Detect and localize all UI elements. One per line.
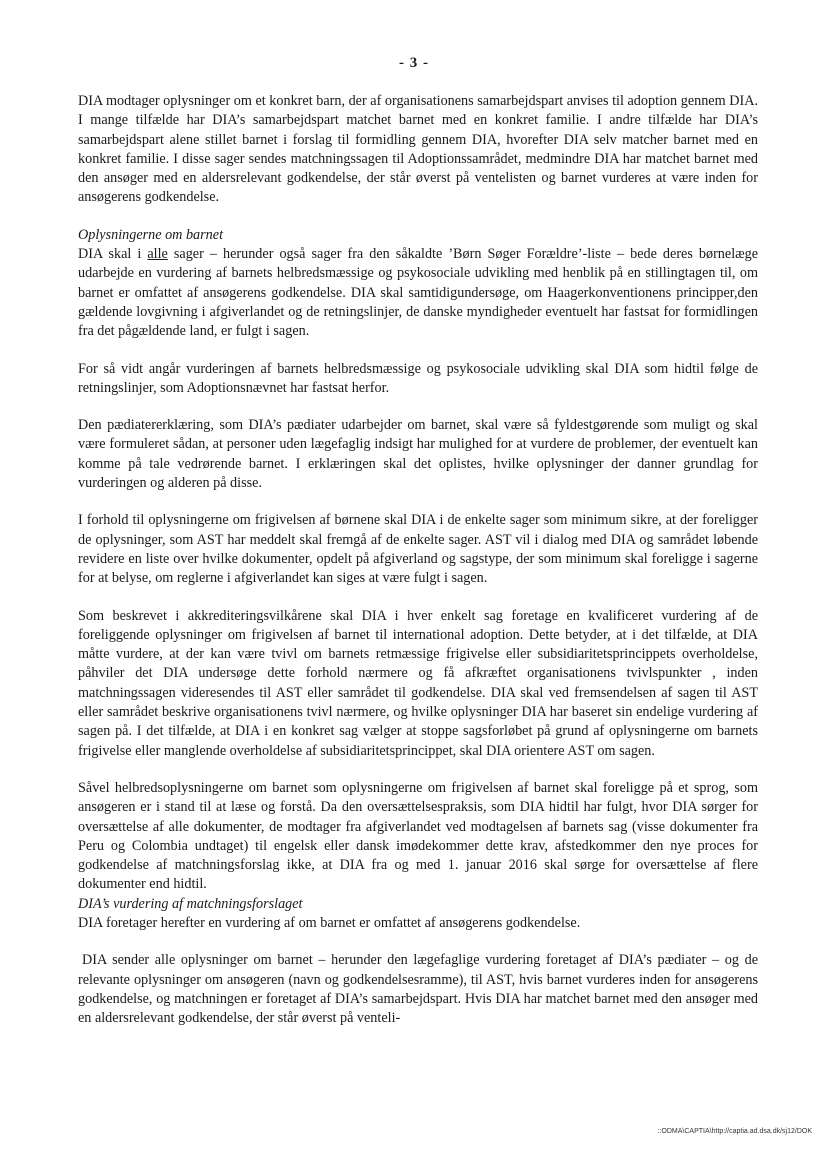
- paragraph-pediatrician-statement: Den pædiatererklæring, som DIA’s pædiater udarbejder om barnet, skal være så fyldestgørende som muligt og skal være formuleret sådan, at personer uden lægefaglig indsigt har mulighed for at vurdere de problemer, der eventuelt kan komme på tale vedrørende barnet. I erklæringen skal det oplistes, hvilke oplysninger der danner grundlag for vurderingen og alderen på disse.: [78, 417, 758, 492]
- paragraph-child-info: [78, 245, 758, 341]
- paragraph-dia-assessment: DIA foretager herefter en vurdering af om barnet er omfattet af ansøgerens godkendelse.: [78, 914, 581, 931]
- page-number: - 3 -: [399, 55, 429, 71]
- paragraph-qualified-assessment: Som beskrevet i akkrediteringsvilkårene skal DIA i hver enkelt sag foretage en kvalificeret vurdering af de foreliggende oplysninger om frigivelsen af barnet til international adoption. Dette betyder, at i det tilfælde, at DIA måtte vurdere, at der kan være tvivl om barnets retmæssige frigivelse eller subsidiaritetsprincippets overholdelse, påhviler det DIA undersøge dette forhold nærmere og få afkræftet organisationens tvivlspunkter , inden matchningssagen videresendes til AST eller samrådet til godkendelse. DIA skal ved fremsendelsen af sagen til AST eller samrådet beskrive organisationens tvivl nærmere, og hvilke oplysninger DIA har baseret sin endelige vurdering af sagen på. I det tilfælde, at DIA i en konkret sag vælger at stoppe sagsforløbet på grund af oplysningerne om barnets frigivelse eller manglende overholdelse af subsidiaritetsprincippet, skal DIA orientere AST om sagen.: [78, 607, 758, 759]
- paragraph-matching-intro: DIA modtager oplysninger om et konkret barn, der af organisationens samarbejdspart anvises til adoption gennem DIA. I mange tilfælde har DIA’s samarbejdspart matchet barnet med en konkret familie. I andre tilfælde har DIA’s samarbejdspart alene stillet barnet i forslag til formidling gennem DIA, hvorefter DIA selv matcher barnet med en konkret familie. I disse sager sendes matchningssagen til Adoptionssamrådet, medmindre DIA har matchet barnet med den ansøger med en aldersrelevant godkendelse, der står øverst på ventelisten og barnet vurderes at være inden for ansøgerens godkendelse.: [78, 93, 758, 206]
- paragraph-dia-sends-info: DIA sender alle oplysninger om barnet – herunder den lægefaglige vurdering foretaget af DIA’s pædiater – og de relevante oplysninger om ansøgeren (navn og godkendelsesramme), til AST, hvis barnet vurderes inden for ansøgerens godkendelse, og matchningen er foretaget af DIA’s samarbejdspart. Hvis DIA har matchet barnet med den ansøger med en aldersrelevant godkendelse, der står øverst på venteli-: [78, 952, 758, 1027]
- section-heading-child-info: Oplysningerne om barnet: [78, 226, 224, 243]
- document-footer-path: ::ODMA\CAPTIA\http://captia.ad.dsa.dk/sj12/DOK: [657, 1128, 812, 1135]
- section-heading-dia-assessment: DIA’s vurdering af matchningsforslaget: [78, 895, 303, 912]
- document-body: [78, 92, 758, 1046]
- paragraph-child-info-start: DIA skal i: [78, 246, 142, 263]
- underlined-word: alle: [147, 246, 168, 263]
- paragraph-child-info-rest: sager – herunder også sager fra den såkaldte ’Børn Søger Forældre’-liste – bede deres børnelæge udarbejde en vurdering af barnets helbredsmæssige og psykosociale udvikling med henblik på en stillingtagen til, om barnet er omfattet af ansøgerens godkendelse. DIA skal samtidigundersøge, om Haagerkonventionens principper,den gældende lovgivning i afgiverlandet og de retningslinjer, de danske myndigheder eventuelt har fastsat for formidlingen fra det pågældende land, er fulgt i sagen.: [78, 246, 758, 340]
- paragraph-release-information: I forhold til oplysningerne om frigivelsen af børnene skal DIA i de enkelte sager som minimum sikre, at der foreligger de oplysninger, som AST har meddelt skal fremgå af de enkelte sager. AST vil i dialog med DIA og samrådet løbende revidere en liste over hvilke dokumenter, opdelt på afgiverland og sagstype, der som minimum skal foreligge i sagerne for at belyse, om reglerne i afgiverlandet kan siges at være fulgt i sagen.: [78, 512, 758, 587]
- paragraph-health-assessment: For så vidt angår vurderingen af barnets helbredsmæssige og psykosociale udvikling skal DIA som hidtil følge de retningslinjer, som Adoptionsnævnet har fastsat herfor.: [78, 360, 758, 396]
- paragraph-translation: Såvel helbredsoplysningerne om barnet som oplysningerne om frigivelsen af barnet skal foreligge på et sprog, som ansøgeren er i stand til at læse og forstå. Da den oversættelsespraksis, som DIA hidtil har fulgt, hvor DIA sørger for oversættelse af alle dokumenter, de modtager fra afgiverlandet ved modtagelsen af barnets sag (visse dokumenter fra Peru og Colombia undtaget) til engelsk eller dansk imødekommer dette krav, afstedkommer den nye proces for godkendelse af matchningsforslag ikke, at DIA fra og med 1. januar 2016 skal sørge for oversættelse af flere dokumenter end hidtil.: [78, 779, 758, 893]
